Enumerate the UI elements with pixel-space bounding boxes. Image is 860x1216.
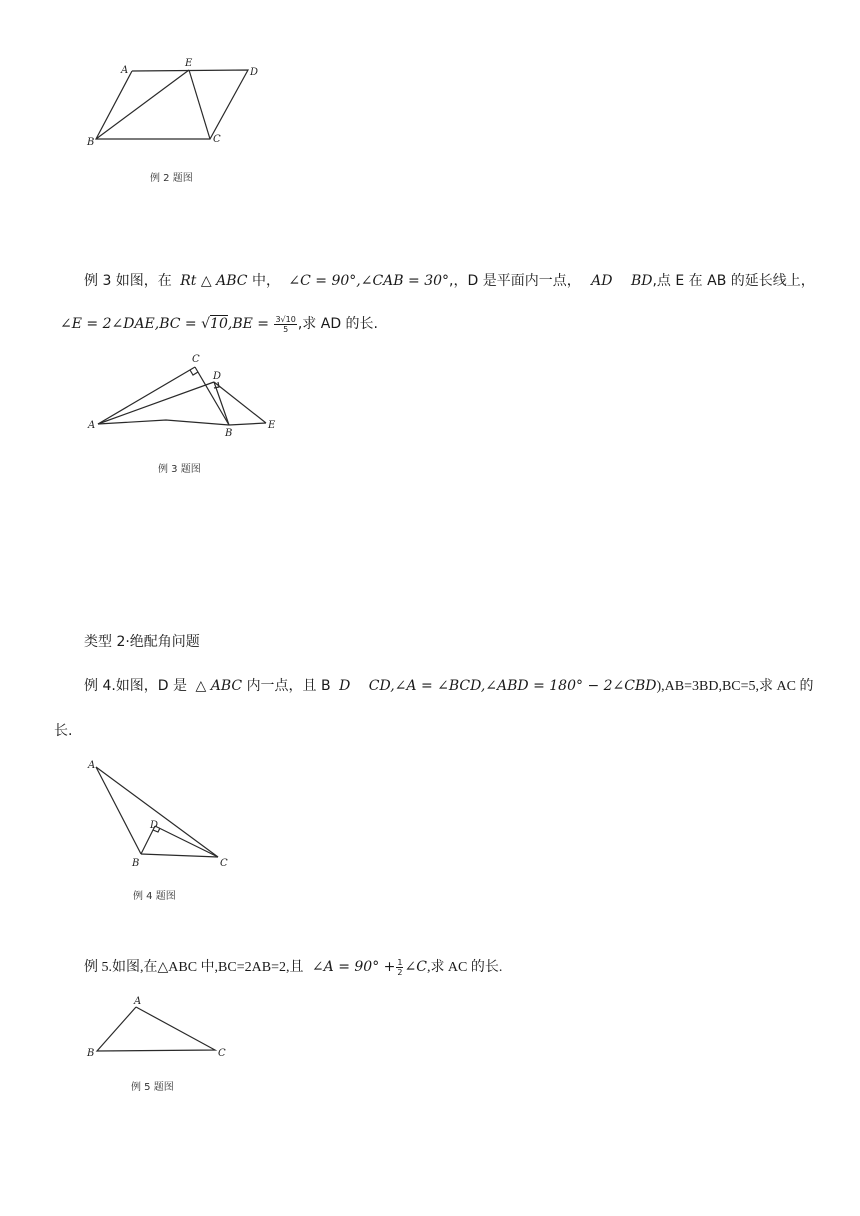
parallelogram-diagram <box>84 55 274 150</box>
segment-ec <box>189 70 210 139</box>
figure-caption-4: 例 4 题图 <box>133 891 176 902</box>
point-label-c: C <box>218 1048 226 1059</box>
segment-be <box>96 70 189 139</box>
parallelogram-outline <box>96 70 248 139</box>
segment-ad <box>98 382 214 424</box>
segment-ab <box>98 420 229 425</box>
segment-be <box>229 423 266 425</box>
point-label-b: B <box>87 1048 95 1059</box>
example-3-line-1: 例 3 如图，在 Rt △ ABC 中， ∠C = 90°,∠CAB = 30°,，D 是平面内一点， AD BD,点 E 在 AB 的延长线上， <box>84 273 815 289</box>
segment-ab <box>96 767 141 854</box>
point-label-a: A <box>88 420 96 431</box>
segment-de <box>214 382 266 423</box>
figure-caption-5: 例 5 题图 <box>131 1082 174 1093</box>
figure-example-5 <box>84 995 244 1065</box>
point-label-d: D <box>250 67 259 78</box>
segment-cb <box>195 367 229 425</box>
segment-ac <box>96 767 218 857</box>
point-label-b: B <box>87 137 95 148</box>
point-label-c: C <box>192 354 200 365</box>
point-label-e: E <box>185 58 193 69</box>
point-label-b: B <box>132 858 140 869</box>
fraction-be: $\frac{3√10}{5}$ <box>275 314 296 334</box>
figure-example-3 <box>86 350 286 440</box>
obtuse-triangle-diagram <box>84 995 244 1065</box>
point-label-a: A <box>88 760 96 771</box>
figure-example-4 <box>84 757 244 872</box>
segment-dc <box>155 826 218 857</box>
point-label-a: A <box>121 65 129 76</box>
segment-ac <box>98 367 195 424</box>
triangle-abc-outline <box>97 1007 215 1051</box>
section-heading-type-2: 类型 2·绝配角问题 <box>84 634 200 650</box>
figure-caption-2: 例 2 题图 <box>150 173 193 184</box>
figure-example-2 <box>84 55 274 150</box>
point-label-c: C <box>220 858 228 869</box>
right-triangle-diagram <box>86 350 286 440</box>
point-label-a: A <box>134 996 142 1007</box>
example-5-line: 例 5.如图,在△ABC 中,BC=2AB=2,且 ∠A = 90° + $\frac{1}{2}$ ∠C,求 AC 的长. <box>84 957 503 977</box>
example-4-line-1: 例 4.如图，D 是 △ ABC 内一点，且 B D CD,∠A = ∠BCD,∠ABD = 180° − 2∠CBD),AB=3BD,BC=5,求 AC 的 <box>84 678 814 694</box>
example-4-line-2: 长. <box>54 723 73 739</box>
figure-caption-3: 例 3 题图 <box>158 464 201 475</box>
triangle-interior-point-diagram <box>84 757 244 872</box>
point-label-d: D <box>213 371 222 382</box>
example-3-line-2: ∠E = 2∠DAE,BC = √10,BE = $\frac{3√10}{5}$ ,求 AD 的长. <box>60 314 379 334</box>
point-label-c: C <box>213 134 221 145</box>
point-label-b: B <box>225 428 233 439</box>
point-label-e: E <box>268 420 276 431</box>
segment-bc <box>141 854 218 857</box>
point-label-d: D <box>150 820 159 831</box>
fraction-one-half: $\frac{1}{2}$ <box>397 957 403 977</box>
